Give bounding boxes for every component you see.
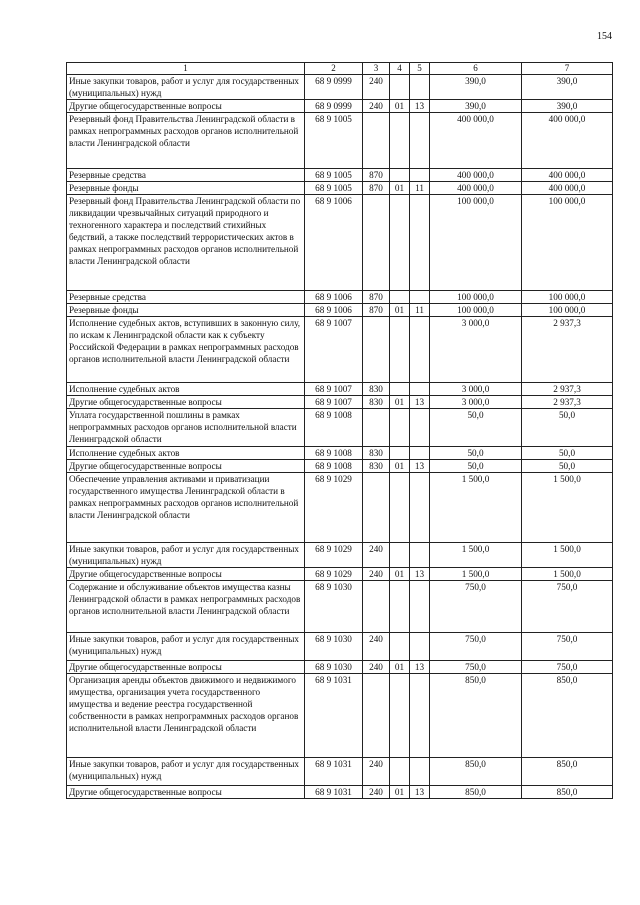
- row-code-cell: 68 9 1030: [305, 661, 363, 674]
- row-subsection-cell: 13: [410, 568, 430, 581]
- row-amount-cell: 390,0: [430, 75, 522, 100]
- row-subsection-cell: [410, 473, 430, 543]
- row-amount-cell: 750,0: [430, 581, 522, 633]
- row-amount-cell: 400 000,0: [430, 113, 522, 169]
- row-expense-type-cell: 240: [363, 633, 390, 661]
- row-name-cell: Содержание и обслуживание объектов имущества казны Ленинградской области в рамках непрограммных расходов органов исполнительной власти Ленинградской области: [67, 581, 305, 633]
- row-subsection-cell: 13: [410, 460, 430, 473]
- row-section-cell: 01: [390, 182, 410, 195]
- row-name-cell: Другие общегосударственные вопросы: [67, 460, 305, 473]
- row-amount-cell: 100 000,0: [522, 291, 613, 304]
- table-row: [67, 409, 613, 447]
- row-name-cell: Исполнение судебных актов: [67, 447, 305, 460]
- row-amount-cell: 850,0: [430, 786, 522, 799]
- row-section-cell: [390, 473, 410, 543]
- row-code-cell: 68 9 1007: [305, 317, 363, 383]
- table-row: [67, 195, 613, 291]
- row-expense-type-cell: [363, 317, 390, 383]
- row-amount-cell: 400 000,0: [430, 169, 522, 182]
- row-amount-cell: 50,0: [522, 460, 613, 473]
- row-amount-cell: 1 500,0: [522, 473, 613, 543]
- table-row: [67, 568, 613, 581]
- row-subsection-cell: [410, 383, 430, 396]
- row-name-cell: Другие общегосударственные вопросы: [67, 568, 305, 581]
- table-row: [67, 460, 613, 473]
- row-amount-cell: 750,0: [522, 633, 613, 661]
- row-expense-type-cell: 240: [363, 786, 390, 799]
- row-name-cell: Резервные средства: [67, 291, 305, 304]
- row-code-cell: 68 9 1007: [305, 383, 363, 396]
- row-section-cell: [390, 291, 410, 304]
- column-header: 5: [410, 63, 430, 75]
- table-row: [67, 317, 613, 383]
- row-name-cell: Другие общегосударственные вопросы: [67, 100, 305, 113]
- row-amount-cell: 850,0: [430, 758, 522, 786]
- row-subsection-cell: [410, 674, 430, 758]
- row-section-cell: [390, 195, 410, 291]
- row-amount-cell: 2 937,3: [522, 383, 613, 396]
- row-name-cell: Резервные средства: [67, 169, 305, 182]
- table-row: [67, 182, 613, 195]
- row-subsection-cell: [410, 195, 430, 291]
- row-code-cell: 68 9 1006: [305, 304, 363, 317]
- table-row: [67, 100, 613, 113]
- table-row: [67, 291, 613, 304]
- row-expense-type-cell: 240: [363, 543, 390, 568]
- row-expense-type-cell: 240: [363, 75, 390, 100]
- row-subsection-cell: [410, 409, 430, 447]
- row-name-cell: Иные закупки товаров, работ и услуг для государственных (муниципальных) нужд: [67, 633, 305, 661]
- row-amount-cell: 3 000,0: [430, 396, 522, 409]
- row-amount-cell: 390,0: [430, 100, 522, 113]
- row-amount-cell: 50,0: [430, 409, 522, 447]
- row-amount-cell: 2 937,3: [522, 317, 613, 383]
- row-expense-type-cell: [363, 581, 390, 633]
- row-code-cell: 68 9 0999: [305, 100, 363, 113]
- row-amount-cell: 100 000,0: [430, 304, 522, 317]
- row-expense-type-cell: [363, 195, 390, 291]
- row-amount-cell: 50,0: [522, 447, 613, 460]
- row-section-cell: [390, 581, 410, 633]
- table-row: [67, 633, 613, 661]
- row-amount-cell: 1 500,0: [522, 568, 613, 581]
- row-code-cell: 68 9 1005: [305, 182, 363, 195]
- row-subsection-cell: [410, 291, 430, 304]
- row-subsection-cell: 13: [410, 786, 430, 799]
- row-amount-cell: 400 000,0: [430, 182, 522, 195]
- row-name-cell: Уплата государственной пошлины в рамках непрограммных расходов органов исполнительной власти Ленинградской области: [67, 409, 305, 447]
- row-name-cell: Иные закупки товаров, работ и услуг для государственных (муниципальных) нужд: [67, 543, 305, 568]
- row-amount-cell: 390,0: [522, 75, 613, 100]
- row-name-cell: Другие общегосударственные вопросы: [67, 396, 305, 409]
- row-code-cell: 68 9 0999: [305, 75, 363, 100]
- row-subsection-cell: [410, 581, 430, 633]
- row-expense-type-cell: [363, 473, 390, 543]
- row-code-cell: 68 9 1030: [305, 581, 363, 633]
- row-code-cell: 68 9 1006: [305, 195, 363, 291]
- row-amount-cell: 750,0: [522, 581, 613, 633]
- column-header: 4: [390, 63, 410, 75]
- row-section-cell: [390, 409, 410, 447]
- row-expense-type-cell: 240: [363, 100, 390, 113]
- row-amount-cell: 100 000,0: [430, 291, 522, 304]
- row-amount-cell: 850,0: [522, 786, 613, 799]
- row-subsection-cell: [410, 543, 430, 568]
- table-row: [67, 786, 613, 799]
- row-amount-cell: 100 000,0: [522, 195, 613, 291]
- row-section-cell: 01: [390, 786, 410, 799]
- column-header: 1: [67, 63, 305, 75]
- row-amount-cell: 1 500,0: [430, 568, 522, 581]
- row-code-cell: 68 9 1029: [305, 473, 363, 543]
- row-amount-cell: 50,0: [522, 409, 613, 447]
- row-subsection-cell: [410, 113, 430, 169]
- row-expense-type-cell: [363, 409, 390, 447]
- row-section-cell: 01: [390, 460, 410, 473]
- row-section-cell: [390, 758, 410, 786]
- row-name-cell: Резервные фонды: [67, 182, 305, 195]
- row-amount-cell: 100 000,0: [522, 304, 613, 317]
- table-row: [67, 661, 613, 674]
- row-code-cell: 68 9 1007: [305, 396, 363, 409]
- row-name-cell: Исполнение судебных актов: [67, 383, 305, 396]
- row-amount-cell: 50,0: [430, 460, 522, 473]
- row-amount-cell: 100 000,0: [430, 195, 522, 291]
- row-section-cell: [390, 674, 410, 758]
- row-section-cell: 01: [390, 304, 410, 317]
- row-name-cell: Иные закупки товаров, работ и услуг для государственных (муниципальных) нужд: [67, 75, 305, 100]
- table-row: [67, 113, 613, 169]
- row-amount-cell: 1 500,0: [430, 543, 522, 568]
- row-section-cell: [390, 169, 410, 182]
- row-code-cell: 68 9 1029: [305, 543, 363, 568]
- table-row: [67, 169, 613, 182]
- row-code-cell: 68 9 1030: [305, 633, 363, 661]
- row-name-cell: Другие общегосударственные вопросы: [67, 661, 305, 674]
- row-name-cell: Исполнение судебных актов, вступивших в законную силу, по искам к Ленинградской области как к субъекту Российской Федерации в рамках непрограммных расходов органов исполнительной власти Ленинградской области: [67, 317, 305, 383]
- row-name-cell: Резервный фонд Правительства Ленинградской области по ликвидации чрезвычайных ситуаций природного и техногенного характера и последствий стихийных бедствий, а также последствий террористических актов в рамках непрограммных расходов органов исполнительной власти Ленинградской области: [67, 195, 305, 291]
- row-amount-cell: 390,0: [522, 100, 613, 113]
- table-row: [67, 304, 613, 317]
- row-section-cell: [390, 633, 410, 661]
- row-code-cell: 68 9 1008: [305, 409, 363, 447]
- table-row: [67, 75, 613, 100]
- column-header: 6: [430, 63, 522, 75]
- table-row: [67, 473, 613, 543]
- row-amount-cell: 400 000,0: [522, 169, 613, 182]
- row-expense-type-cell: 870: [363, 182, 390, 195]
- row-code-cell: 68 9 1031: [305, 758, 363, 786]
- row-subsection-cell: 11: [410, 182, 430, 195]
- row-section-cell: [390, 75, 410, 100]
- row-section-cell: [390, 447, 410, 460]
- row-section-cell: [390, 317, 410, 383]
- row-subsection-cell: [410, 758, 430, 786]
- column-header: 2: [305, 63, 363, 75]
- row-section-cell: 01: [390, 568, 410, 581]
- row-amount-cell: 750,0: [430, 661, 522, 674]
- row-subsection-cell: [410, 633, 430, 661]
- row-name-cell: Резервные фонды: [67, 304, 305, 317]
- row-section-cell: 01: [390, 100, 410, 113]
- row-name-cell: Другие общегосударственные вопросы: [67, 786, 305, 799]
- row-expense-type-cell: [363, 113, 390, 169]
- row-section-cell: [390, 113, 410, 169]
- row-name-cell: Резервный фонд Правительства Ленинградской области в рамках непрограммных расходов органов исполнительной власти Ленинградской области: [67, 113, 305, 169]
- row-subsection-cell: [410, 317, 430, 383]
- row-code-cell: 68 9 1031: [305, 786, 363, 799]
- table-row: [67, 758, 613, 786]
- row-amount-cell: 750,0: [522, 661, 613, 674]
- row-expense-type-cell: 830: [363, 383, 390, 396]
- row-name-cell: Обеспечение управления активами и приватизации государственного имущества Ленинградской области в рамках непрограммных расходов органов исполнительной власти Ленинградской области: [67, 473, 305, 543]
- row-amount-cell: 850,0: [522, 758, 613, 786]
- row-expense-type-cell: 870: [363, 304, 390, 317]
- row-name-cell: Организация аренды объектов движимого и недвижимого имущества, организация учета государственного имущества и ведение реестра государственной собственности в рамках непрограммных расходов органов исполнительной власти Ленинградской области: [67, 674, 305, 758]
- row-amount-cell: 50,0: [430, 447, 522, 460]
- row-code-cell: 68 9 1008: [305, 447, 363, 460]
- table-row: [67, 674, 613, 758]
- column-number-row: [67, 63, 613, 75]
- row-expense-type-cell: 870: [363, 291, 390, 304]
- table-row: [67, 581, 613, 633]
- row-amount-cell: 750,0: [430, 633, 522, 661]
- row-subsection-cell: [410, 169, 430, 182]
- table-body: [67, 75, 613, 799]
- row-code-cell: 68 9 1005: [305, 169, 363, 182]
- row-expense-type-cell: 240: [363, 661, 390, 674]
- row-subsection-cell: 13: [410, 661, 430, 674]
- row-subsection-cell: 13: [410, 100, 430, 113]
- row-amount-cell: 2 937,3: [522, 396, 613, 409]
- row-subsection-cell: [410, 75, 430, 100]
- row-code-cell: 68 9 1029: [305, 568, 363, 581]
- row-code-cell: 68 9 1031: [305, 674, 363, 758]
- row-amount-cell: 400 000,0: [522, 182, 613, 195]
- row-section-cell: [390, 383, 410, 396]
- row-amount-cell: 400 000,0: [522, 113, 613, 169]
- column-header: 3: [363, 63, 390, 75]
- row-section-cell: 01: [390, 661, 410, 674]
- row-section-cell: 01: [390, 396, 410, 409]
- row-expense-type-cell: 240: [363, 568, 390, 581]
- row-amount-cell: 1 500,0: [522, 543, 613, 568]
- table-row: [67, 383, 613, 396]
- row-name-cell: Иные закупки товаров, работ и услуг для государственных (муниципальных) нужд: [67, 758, 305, 786]
- row-expense-type-cell: 830: [363, 460, 390, 473]
- row-expense-type-cell: [363, 674, 390, 758]
- row-amount-cell: 850,0: [522, 674, 613, 758]
- row-section-cell: [390, 543, 410, 568]
- row-code-cell: 68 9 1006: [305, 291, 363, 304]
- row-subsection-cell: 11: [410, 304, 430, 317]
- row-subsection-cell: [410, 447, 430, 460]
- table-row: [67, 543, 613, 568]
- row-expense-type-cell: 240: [363, 758, 390, 786]
- row-expense-type-cell: 870: [363, 169, 390, 182]
- table-row: [67, 396, 613, 409]
- row-amount-cell: 3 000,0: [430, 317, 522, 383]
- column-header: 7: [522, 63, 613, 75]
- row-expense-type-cell: 830: [363, 447, 390, 460]
- page-number: 154: [597, 31, 612, 42]
- budget-table: [66, 62, 613, 799]
- row-code-cell: 68 9 1008: [305, 460, 363, 473]
- row-expense-type-cell: 830: [363, 396, 390, 409]
- table-row: [67, 447, 613, 460]
- row-code-cell: 68 9 1005: [305, 113, 363, 169]
- row-subsection-cell: 13: [410, 396, 430, 409]
- row-amount-cell: 1 500,0: [430, 473, 522, 543]
- row-amount-cell: 850,0: [430, 674, 522, 758]
- row-amount-cell: 3 000,0: [430, 383, 522, 396]
